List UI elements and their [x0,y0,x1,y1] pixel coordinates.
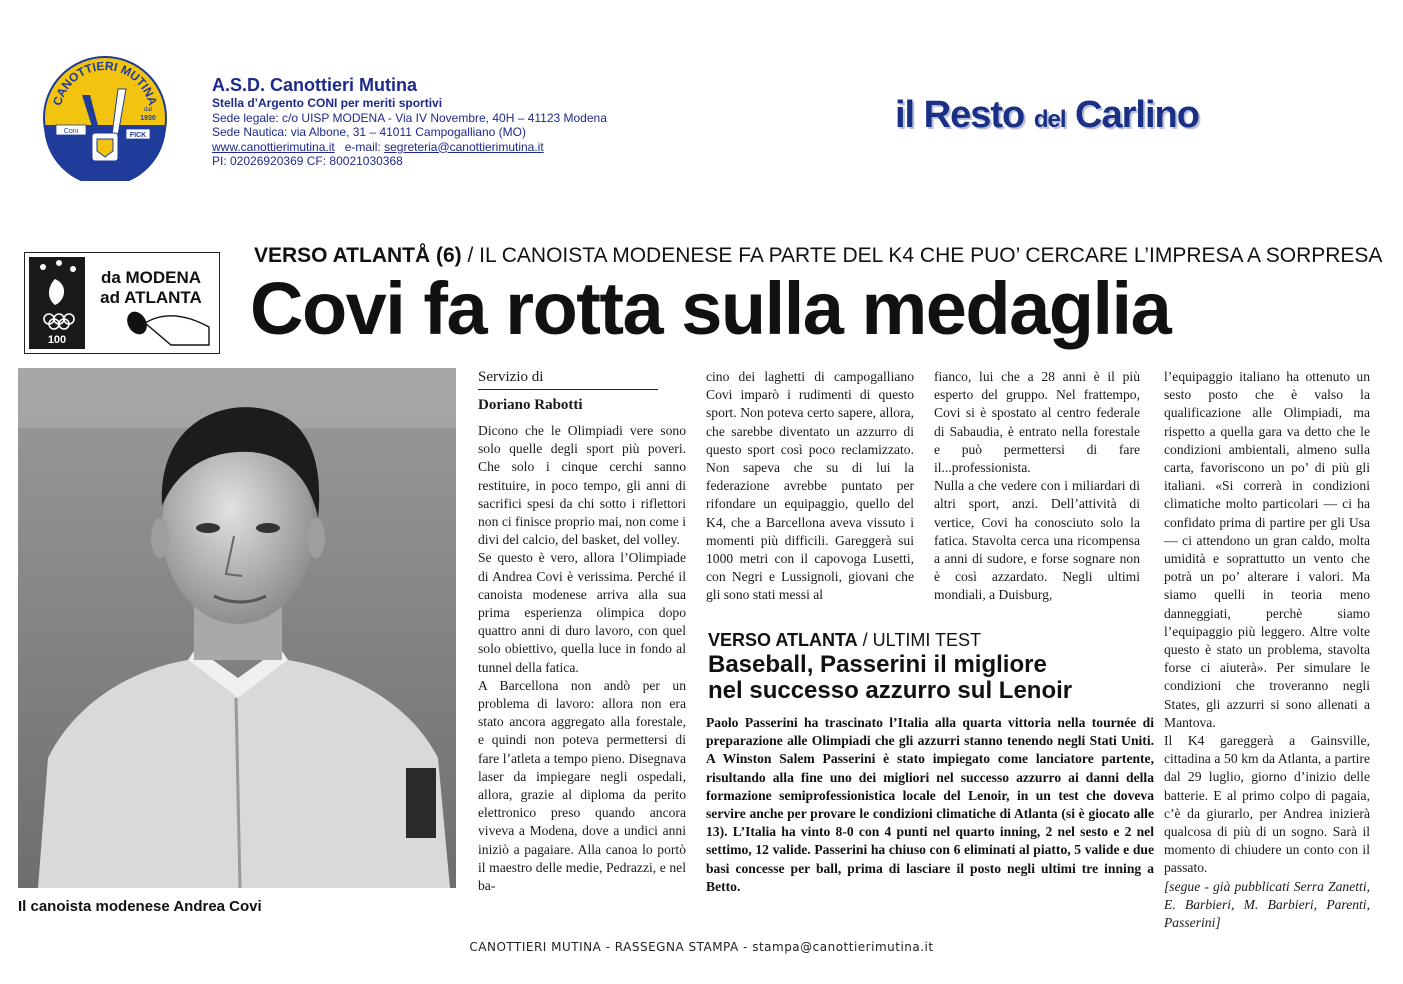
sidebar-kicker-tag: VERSO ATLANTA [708,630,858,650]
masthead-part-3: Carlino [1065,94,1199,136]
emblem-number: 100 [47,334,67,346]
article-paragraph: l’equipaggio italiano ha ottenuto un sesto posto che è valso la qualificazione alle Olimpiadi, ma rispetto a quella gara va detto che le condizioni ambientali, almeno sulla carta, favoriscono un po’ di più gli italiani. «Si correrà in condizioni climatiche molto particolari — ci ha confidato prima di partire per gli Usa — ci attendono un gran caldo, molta umidità e soprattutto un vento che potrà un po’ alterare i valori. Ma siamo quelli in teoria meno danneggiati, perchè siamo l’equipaggio più leggero. Altre volte questo è stato un problema, stavolta forse ci aiuterà». Per simulare le condizioni che troveranno negli States, gli azzurri si sono allenati a Mantova. [1164,369,1370,730]
club-info [212,74,607,169]
athlete-photo [18,368,456,888]
article-column-2 [706,368,914,605]
sidebar-headline-line-1: Baseball, Passerini il migliore [708,651,1047,678]
club-logo [42,55,168,181]
club-tax-ids: PI: 02026920369 CF: 80021030368 [212,154,403,168]
newspaper-clipping [18,236,1388,936]
logo-fick-badge: FICK [129,132,147,139]
byline [478,368,686,414]
club-nautical-office: Sede Nautica: via Albone, 31 – 41011 Campogalliano (MO) [212,125,526,139]
newspaper-masthead [895,92,1199,143]
sidebar-kicker-text: / ULTIMI TEST [857,630,982,650]
article-paragraph: Se questo è vero, allora l’Olimpiade di Andrea Covi è verissima. Perché il canoista modenese arriva alla sua prima esperienza olimpica dopo quattro anni di duro lavoro, con quel solo obiettivo, quella luce in fondo al tunnel della fatica. [478,550,686,675]
article-column-1 [478,368,686,895]
article-column-3 [934,368,1140,605]
byline-label: Servizio di [478,369,544,385]
club-award: Stella d’Argento CONI per meriti sportivi [212,96,443,110]
club-email-link[interactable]: segreteria@canottierimutina.it [384,139,544,154]
emblem-line-2: ad ATLANTA [100,288,202,307]
logo-arc-text: CANOTTIERI MUTINA [50,58,160,108]
article-kicker-text: / IL CANOISTA MODENESE FA PARTE DEL K4 CHE PUO’ CERCARE L’IMPRESA A SORPRESA [461,244,1383,267]
article-column-4 [1164,368,1370,932]
logo-year-prefix: dal [143,107,153,113]
article-paragraph: fianco, lui che a 28 anni è il più esperto del gruppo. Nel frattempo, Covi si è spostato al centro federale di Sabaudia, è entrato nella forestale e può permettersi di fare il...professionista. [934,369,1140,476]
article-credits: [segue - già pubblicati Serra Zanetti, E. Barbieri, M. Barbieri, Parenti, Passerini] [1164,878,1370,931]
article-kicker-tag: VERSO ATLANTÅ (6) [254,244,462,267]
article-paragraph: Nulla a che vedere con i miliardari di altri sport, anzi. Dell’attività di vertice, Covi ha conosciuto solo la fatica. Stavolta cerca una ricompensa a anni di sudore, e forse sognare non è così azzardato. Negli ultimi mondiali, a Duisburg, [934,478,1140,603]
photo-caption: Il canoista modenese Andrea Covi [18,898,262,915]
masthead-part-1: il Resto [895,94,1034,136]
sidebar-body: Paolo Passerini ha trascinato l’Italia alla quarta vittoria nella tournée di preparazione alle Olimpiadi che gli azzurri stanno tenendo negli Stati Uniti. A Winston Salem Passerini è stato impiegato come lanciatore partente, risultando alla fine uno dei migliori nel successo azzurro ai danni della formazione semiprofessionistica locale del Lenoir, in un test che doveva servire anche per provare le condizioni climatiche di Atlanta (si è giocato alle 13). L’Italia ha vinto 8-0 con 4 punti nel quarto inning, 2 nel sesto e 2 nel settimo, 12 valide. Passerini ha chiuso con 6 eliminati al piatto, 5 valide e due basi concesse per ball, prima di lasciare il posto negli ultimi tre inning a Betto. [706,715,1154,894]
article-paragraph: cino dei laghetti di campogalliano Covi imparò i rudimenti di questo sport. Non poteva certo sapere, allora, che sarebbe diventato un azzurro di questo sport così poco reclamizzato. Non sapeva che su di lui la federazione avrebbe puntato per rifondare un equipaggio, quello del K4, che a Barcellona aveva vissuto i momenti più difficili. Gareggerà sui 1000 metri con il capovoga Lusetti, con Negri e Lussignoli, giovani che gli sono stati messi al [706,369,914,603]
club-email-label: e-mail: [344,139,381,154]
section-emblem [24,252,220,354]
logo-coni-badge: Coni [63,128,79,135]
sidebar-headline [708,652,1072,704]
masthead-part-2: del [1033,106,1066,133]
club-legal-office: Sede legale: c/o UISP MODENA - Via IV Novembre, 40H – 41123 Modena [212,110,607,125]
sidebar-headline-line-2: nel successo azzurro sul Lenoir [708,677,1073,704]
article-paragraph: A Barcellona non andò per un problema di lavoro: allora non era stato ancora aggregato alla forestale, e quindi non poteva permettersi di fare l’atleta a tempo pieno. Disegnava laser da impiegare negli ospedali, allora, grazie al diploma da perito elettronico preso quando ancora viveva a Modena, dove a undici anni iniziò a pagaiare. Alla canoa lo portò il maestro delle medie, Pedrazzi, e nel ba- [478,677,686,894]
article-paragraph: Il K4 gareggerà a Gainsville, cittadina a 50 km da Atlanta, a partire dal 29 luglio, giorno d’inizio delle batterie. E al primo colpo di pagaia, c’è da giurarlo, per Andrea inizierà qualcosa di più di un sogno. Sarà il momento di chiudere un conto con il passato. [1164,733,1370,876]
article-headline: Covi fa rotta sulla medaglia [250,267,1171,350]
byline-author: Doriano Rabotti [478,397,583,413]
club-name: A.S.D. Canottieri Mutina [212,75,418,95]
sidebar-kicker [708,630,981,651]
article-paragraph: Dicono che le Olimpiadi vere sono solo quelle degli sport più poveri. Che solo i cinque cerchi sanno restituire, in poco tempo, gli anni di sacrifici spesi da chi sotto i riflettori non ci finisce proprio mai, non come i divi del calcio, del basket, del volley. [478,423,686,548]
logo-year: 1930 [140,115,156,122]
emblem-line-1: da MODENA [100,268,202,287]
club-website-link[interactable]: www.canottierimutina.it [212,139,335,154]
page-footer: CANOTTIERI MUTINA - RASSEGNA STAMPA - stampa@canottierimutina.it [469,940,934,954]
byline-divider [478,389,658,390]
